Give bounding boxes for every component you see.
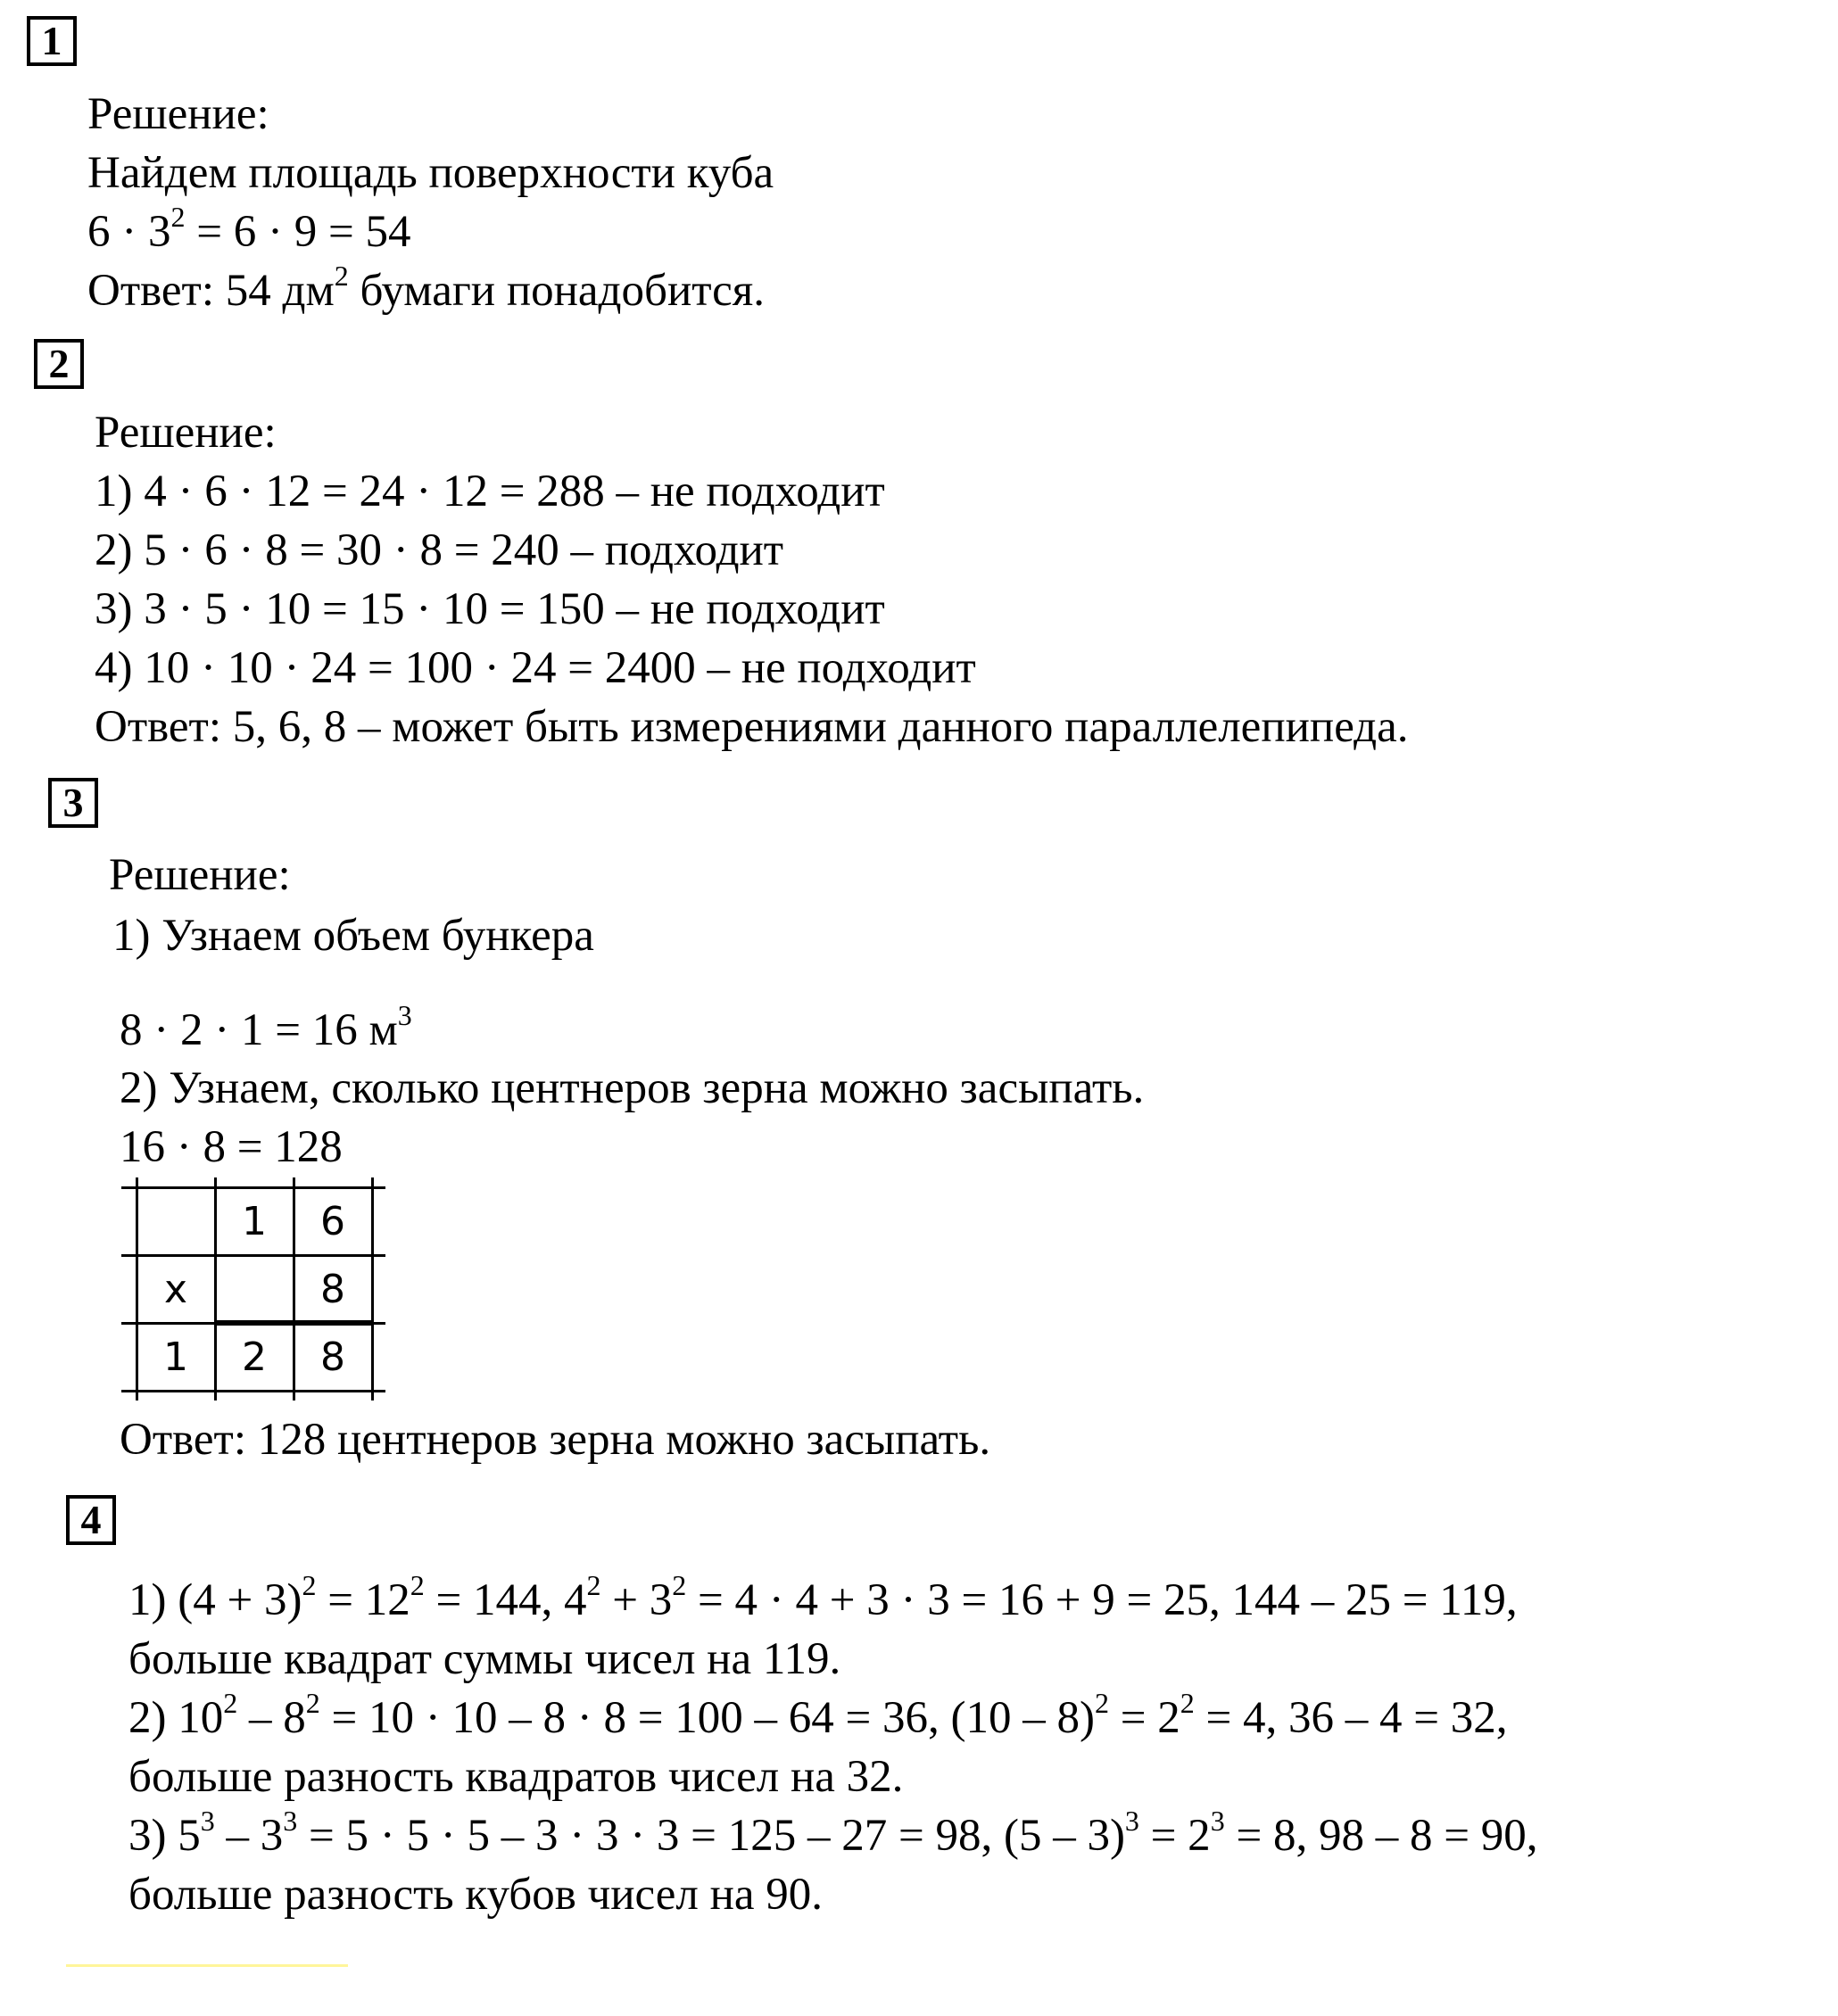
task-1-line: Найдем площадь поверхности куба: [87, 148, 774, 198]
grid-cell: [137, 1188, 215, 1256]
task-4-number: 4: [66, 1495, 116, 1545]
task-3-number: 3: [48, 778, 98, 828]
task-2-line: 2) 5 · 6 · 8 = 30 · 8 = 240 – подходит: [95, 525, 784, 575]
grid-cell: 1: [242, 1199, 267, 1244]
grid-cell: 2: [242, 1334, 267, 1380]
highlight-mark: [66, 1964, 348, 1967]
grid-cell: 6: [320, 1199, 345, 1244]
task-4-line: больше разность кубов чисел на 90.: [128, 1870, 824, 1920]
task-4-line: больше разность квадратов чисел на 32.: [128, 1752, 904, 1802]
task-4-line: 1) $(4 + 3)^2 = 12^2 = 144$, $4^2 + 3^2 = 4 \cdot 4 + 3 \cdot 3 = 16 + 9 = 25$, 144 – 25 = 119,: [128, 1569, 1518, 1625]
task-1-number: 1: [27, 16, 77, 66]
task-1-calculation: $6 \cdot 3^2 = 6 \cdot 9 = 54$: [87, 201, 411, 257]
task-3-calculation: 8 · 2 · 1 = 16 $м^3$: [120, 999, 412, 1055]
task-3-step: 1) Узнаем объем бункера: [112, 911, 594, 961]
task-3-step: 2) Узнаем, сколько центнеров зерна можно засыпать.: [120, 1063, 1145, 1113]
grid-cell: [215, 1256, 294, 1324]
grid-cell: x: [163, 1267, 188, 1312]
task-4-line: больше квадрат суммы чисел на 119.: [128, 1634, 841, 1684]
task-1-answer: Ответ: 54 $дм^2$ бумаги понадобится.: [87, 260, 765, 316]
grid-cell: 8: [320, 1334, 345, 1380]
task-4-line: 3) $5^3 - 3^3 = 5 \cdot 5 \cdot 5 - 3 \cdot 3 \cdot 3 = 125 - 27 = 98$, $(5 - 3)^3 = 2^3 = 8$, 98 – 8 = 90,: [128, 1805, 1538, 1861]
task-3-calculation: 16 · 8 = 128: [120, 1122, 343, 1172]
task-2-heading: Решение:: [95, 408, 277, 458]
task-1-heading: Решение:: [87, 89, 269, 139]
task-4-line: 2) $10^2 - 8^2 = 10 \cdot 10 - 8 \cdot 8 = 100 - 64 = 36$, $(10 - 8)^2 = 2^2 = 4$, 36 – 4 = 32,: [128, 1687, 1508, 1743]
grid-cell: 1: [163, 1334, 188, 1380]
task-2-number: 2: [34, 339, 84, 389]
grid-cell: 8: [320, 1267, 345, 1312]
task-2-line: 3) 3 · 5 · 10 = 15 · 10 = 150 – не подходит: [95, 584, 885, 634]
task-2-answer: Ответ: 5, 6, 8 – может быть измерениями данного параллелепипеда.: [95, 702, 1409, 752]
task-3-answer: Ответ: 128 центнеров зерна можно засыпать.: [120, 1415, 991, 1465]
task-2-line: 1) 4 · 6 · 12 = 24 · 12 = 288 – не подходит: [95, 467, 885, 516]
task-3-heading: Решение:: [109, 850, 291, 900]
task-2-line: 4) 10 · 10 · 24 = 100 · 24 = 2400 – не подходит: [95, 643, 976, 693]
